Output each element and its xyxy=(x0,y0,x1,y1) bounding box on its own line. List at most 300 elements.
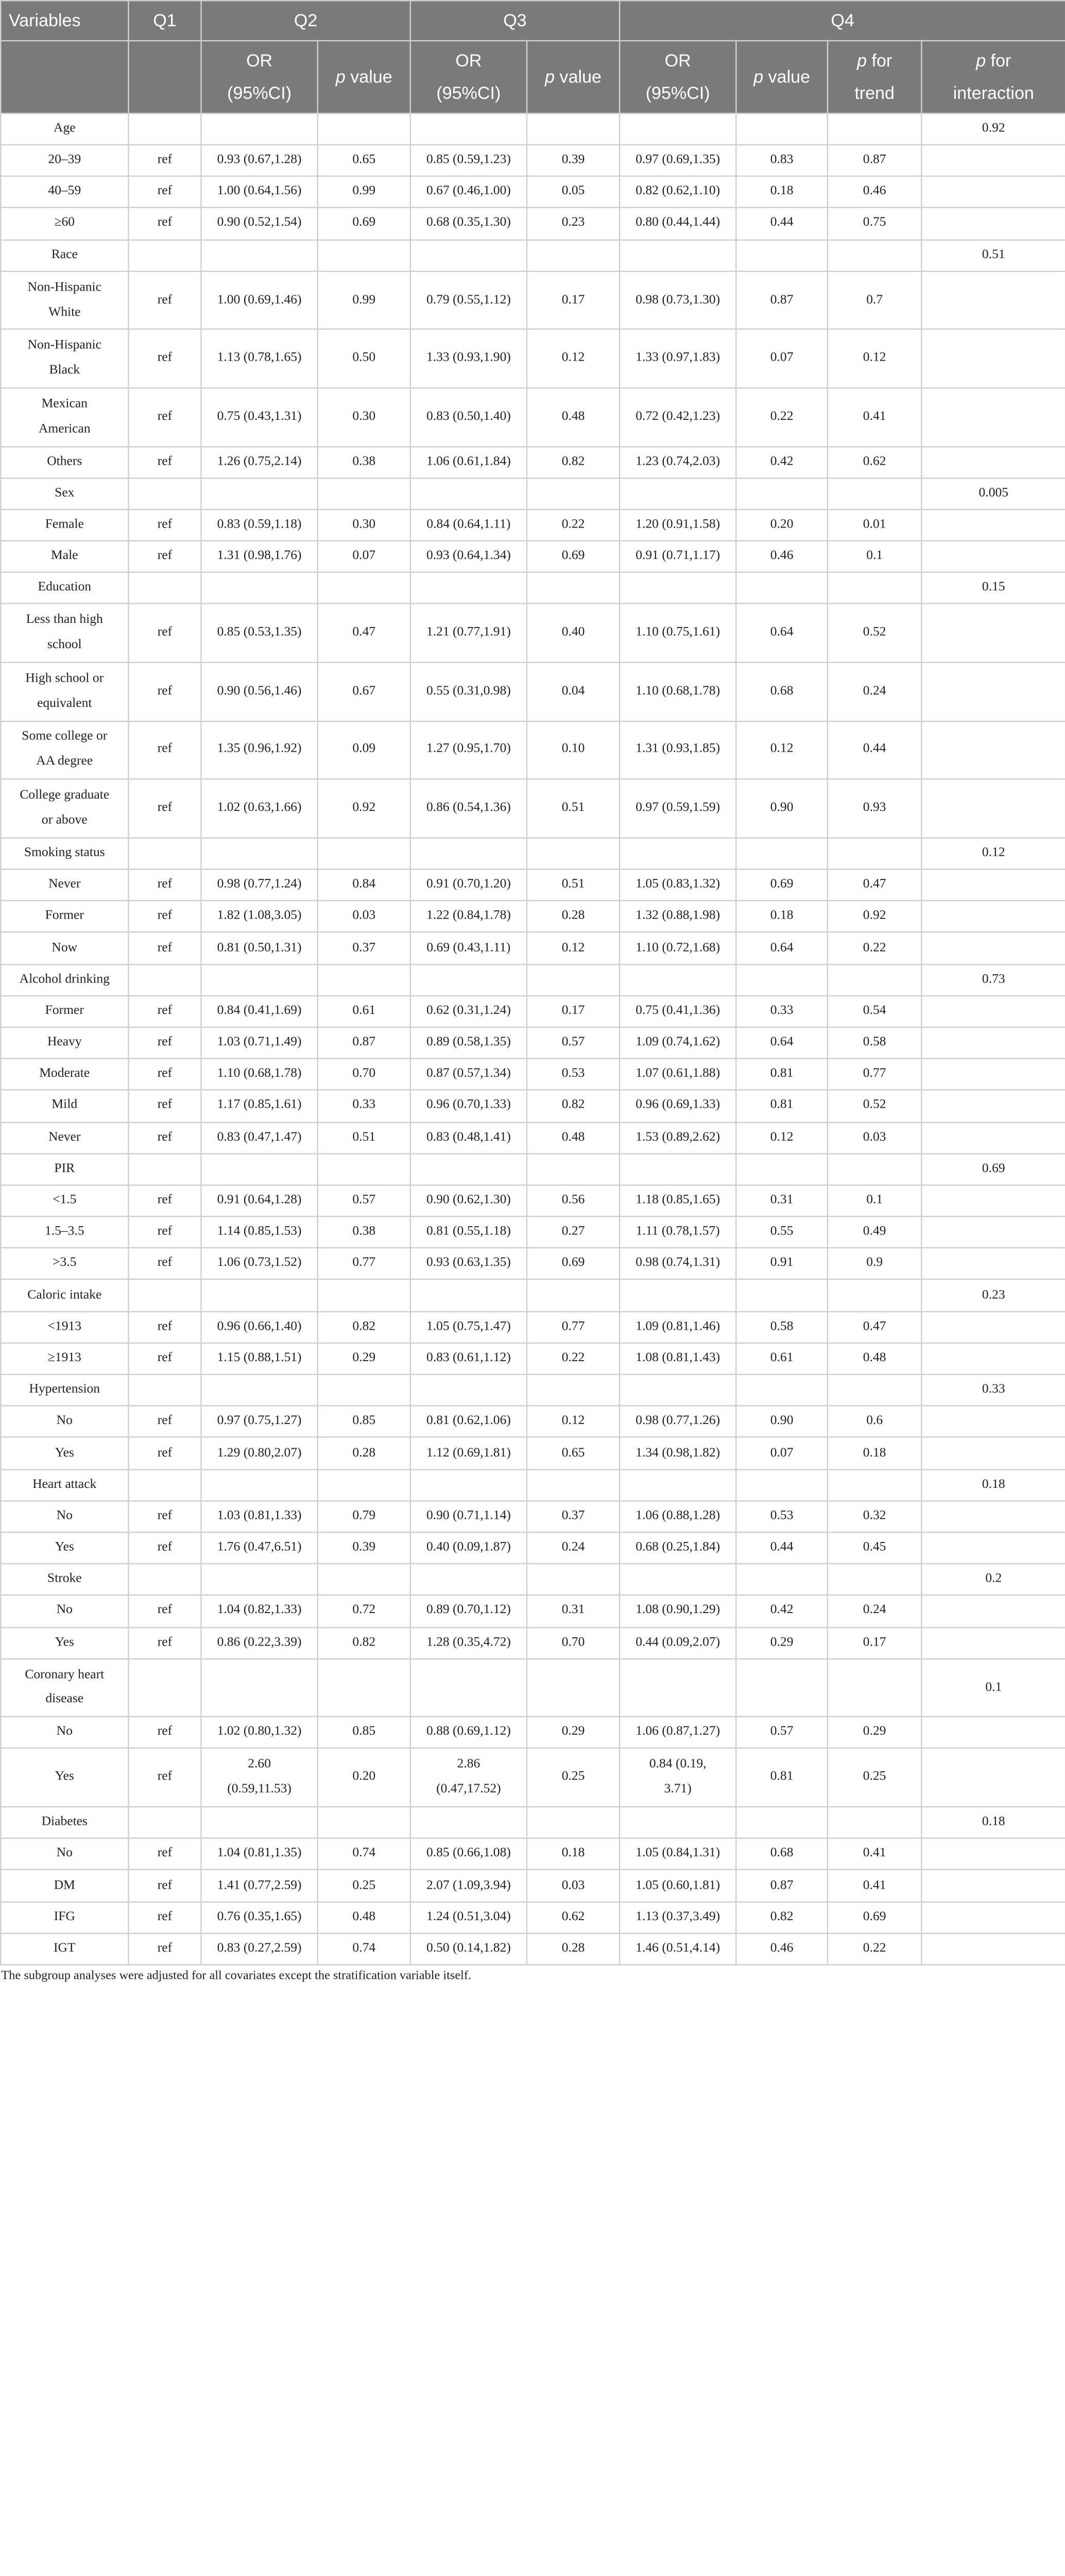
p-for-trend-cell: 0.62 xyxy=(828,446,921,478)
q2-p-value-cell xyxy=(318,1658,410,1717)
p-for-interaction-cell xyxy=(921,1838,1065,1870)
variable-label: DM xyxy=(1,1870,128,1902)
q4-or-cell: 1.05 (0.60,1.81) xyxy=(620,1870,736,1902)
q2-p-value-cell: 0.82 xyxy=(318,1311,410,1343)
q2-p-value-cell: 0.07 xyxy=(318,541,410,572)
variable-label: <1913 xyxy=(1,1311,128,1343)
q4-or-cell: 1.05 (0.84,1.31) xyxy=(620,1838,736,1870)
q1-cell: ref xyxy=(128,995,201,1027)
table-group-row xyxy=(1,572,1065,604)
q4-p-value-cell: 0.42 xyxy=(736,1596,828,1627)
q2-p-value-cell: 0.50 xyxy=(318,329,410,387)
table-row xyxy=(1,604,1065,663)
p-for-interaction-cell xyxy=(921,1090,1065,1122)
q4-p-value-cell xyxy=(736,1375,828,1406)
q4-or-cell xyxy=(620,113,736,145)
q2-p-value-cell: 0.51 xyxy=(318,1122,410,1153)
q2-or-cell: 0.90 (0.52,1.54) xyxy=(201,208,317,239)
q2-or-cell: 1.76 (0.47,6.51) xyxy=(201,1532,317,1564)
q4-or-cell: 0.91 (0.71,1.17) xyxy=(620,541,736,572)
p-for-interaction-cell xyxy=(921,176,1065,208)
q3-p-value-cell xyxy=(527,1807,620,1838)
q1-cell xyxy=(128,1658,201,1717)
variable-label: >3.5 xyxy=(1,1248,128,1280)
variable-label: IGT xyxy=(1,1933,128,1964)
variable-label: Former xyxy=(1,901,128,932)
q1-cell: ref xyxy=(128,1059,201,1090)
q3-p-value-cell: 0.25 xyxy=(527,1749,620,1807)
q4-p-value-cell: 0.18 xyxy=(736,176,828,208)
q2-p-value-cell: 0.99 xyxy=(318,271,410,329)
q2-or-cell: 0.96 (0.66,1.40) xyxy=(201,1311,317,1343)
q2-p-value-cell: 0.84 xyxy=(318,869,410,901)
q3-p-value-cell: 0.03 xyxy=(527,1870,620,1902)
p-for-interaction-cell: 0.12 xyxy=(921,838,1065,869)
q1-cell: ref xyxy=(128,1185,201,1216)
variable-label: Hypertension xyxy=(1,1375,128,1406)
q1-cell: ref xyxy=(128,604,201,663)
q1-cell: ref xyxy=(128,1501,201,1532)
q2-or-cell: 0.83 (0.59,1.18) xyxy=(201,510,317,541)
p-for-trend-cell xyxy=(828,1375,921,1406)
header-row-top xyxy=(1,1,1065,40)
q3-p-value-cell: 0.12 xyxy=(527,329,620,387)
p-for-interaction-cell: 0.005 xyxy=(921,478,1065,509)
p-for-trend-cell: 0.75 xyxy=(828,208,921,239)
table-row xyxy=(1,1532,1065,1564)
q4-p-value-cell: 0.20 xyxy=(736,510,828,541)
q1-cell: ref xyxy=(128,1902,201,1933)
q3-or-cell: 0.68 (0.35,1.30) xyxy=(410,208,527,239)
empty-header-cell xyxy=(128,40,201,113)
q3-p-value-cell xyxy=(527,1375,620,1406)
q3-p-value-cell xyxy=(527,1469,620,1501)
variable-label: No xyxy=(1,1717,128,1749)
q3-p-value-cell xyxy=(527,1154,620,1185)
q3-or-cell: 0.88 (0.69,1.12) xyxy=(410,1717,527,1749)
variable-label: Race xyxy=(1,240,128,271)
p-for-interaction-cell xyxy=(921,869,1065,901)
p-for-trend-cell: 0.77 xyxy=(828,1059,921,1090)
q2-p-value-cell: 0.92 xyxy=(318,779,410,838)
table-group-row xyxy=(1,113,1065,145)
p-for-interaction-cell: 0.51 xyxy=(921,240,1065,271)
q2-or-cell: 1.02 (0.80,1.32) xyxy=(201,1717,317,1749)
variable-label: Education xyxy=(1,572,128,604)
q3-or-cell: 0.83 (0.50,1.40) xyxy=(410,388,527,446)
q3-or-cell: 0.67 (0.46,1.00) xyxy=(410,176,527,208)
table-row xyxy=(1,1501,1065,1532)
q3-or-cell: 2.86 (0.47,17.52) xyxy=(410,1749,527,1807)
q2-or-cell xyxy=(201,113,317,145)
p-for-interaction-cell: 0.92 xyxy=(921,113,1065,145)
table-row xyxy=(1,1717,1065,1749)
p-for-interaction-cell: 0.73 xyxy=(921,964,1065,995)
q1-cell: ref xyxy=(128,779,201,838)
q1-cell: ref xyxy=(128,1838,201,1870)
p-for-interaction-cell xyxy=(921,1343,1065,1374)
q2-p-value-cell: 0.20 xyxy=(318,1749,410,1807)
table-row xyxy=(1,901,1065,932)
q4-or-cell: 1.10 (0.68,1.78) xyxy=(620,663,736,721)
table-row xyxy=(1,933,1065,964)
p-for-trend-cell: 0.44 xyxy=(828,721,921,779)
q4-or-cell: 0.97 (0.59,1.59) xyxy=(620,779,736,838)
q3-p-value-cell xyxy=(527,838,620,869)
q3-p-value-cell: 0.51 xyxy=(527,779,620,838)
q1-cell: ref xyxy=(128,446,201,478)
table-row xyxy=(1,1027,1065,1059)
q4-p-value-cell: 0.46 xyxy=(736,1933,828,1964)
q4-or-cell: 1.34 (0.98,1.82) xyxy=(620,1437,736,1469)
variable-label: Non-Hispanic Black xyxy=(1,329,128,387)
q4-or-cell: 1.08 (0.90,1.29) xyxy=(620,1596,736,1627)
q2-p-value-cell xyxy=(318,1280,410,1311)
table-row xyxy=(1,1343,1065,1374)
variable-label: No xyxy=(1,1596,128,1627)
q2-or-cell: 2.60 (0.59,11.53) xyxy=(201,1749,317,1807)
q3-or-cell: 0.40 (0.09,1.87) xyxy=(410,1532,527,1564)
q3-p-value-cell xyxy=(527,478,620,509)
p-for-trend-cell xyxy=(828,572,921,604)
p-for-interaction-cell xyxy=(921,145,1065,176)
q2-p-value-cell: 0.87 xyxy=(318,1027,410,1059)
q4-or-cell: 1.05 (0.83,1.32) xyxy=(620,869,736,901)
q3-or-cell: 0.83 (0.61,1.12) xyxy=(410,1343,527,1374)
q4-p-value-cell xyxy=(736,838,828,869)
q2-p-value-cell: 0.57 xyxy=(318,1185,410,1216)
q4-or-cell: 1.08 (0.81,1.43) xyxy=(620,1343,736,1374)
q3-or-cell: 0.81 (0.55,1.18) xyxy=(410,1216,527,1248)
q1-cell: ref xyxy=(128,1343,201,1374)
q3-p-value-cell: 0.05 xyxy=(527,176,620,208)
q3-p-value-cell: 0.37 xyxy=(527,1501,620,1532)
p-for-interaction-header: p for interaction xyxy=(921,40,1065,113)
q3-or-cell: 0.93 (0.63,1.35) xyxy=(410,1248,527,1280)
variable-label: No xyxy=(1,1838,128,1870)
q3-or-cell xyxy=(410,1375,527,1406)
p-for-trend-cell xyxy=(828,1154,921,1185)
variable-label: Yes xyxy=(1,1532,128,1564)
table-row xyxy=(1,541,1065,572)
q1-cell: ref xyxy=(128,176,201,208)
q2-p-value-cell xyxy=(318,572,410,604)
q1-cell xyxy=(128,572,201,604)
p-for-trend-cell xyxy=(828,1280,921,1311)
q1-cell: ref xyxy=(128,510,201,541)
q4-or-cell: 0.80 (0.44,1.44) xyxy=(620,208,736,239)
q4-p-value-cell: 0.68 xyxy=(736,663,828,721)
q4-p-value-cell: 0.53 xyxy=(736,1501,828,1532)
q4-p-value-cell: 0.81 xyxy=(736,1749,828,1807)
q2-or-cell: 1.29 (0.80,2.07) xyxy=(201,1437,317,1469)
q4-or-header: OR (95%CI) xyxy=(620,40,736,113)
q4-p-value-cell: 0.55 xyxy=(736,1216,828,1248)
q2-or-cell xyxy=(201,964,317,995)
q2-p-value-cell: 0.28 xyxy=(318,1437,410,1469)
q3-p-value-cell: 0.24 xyxy=(527,1532,620,1564)
q3-or-cell: 0.87 (0.57,1.34) xyxy=(410,1059,527,1090)
variable-label: Less than high school xyxy=(1,604,128,663)
variable-label: Others xyxy=(1,446,128,478)
variable-label: Caloric intake xyxy=(1,1280,128,1311)
q1-header: Q1 xyxy=(128,1,201,40)
q2-or-cell: 1.03 (0.81,1.33) xyxy=(201,1501,317,1532)
q1-cell: ref xyxy=(128,1122,201,1153)
table-row xyxy=(1,1122,1065,1153)
q4-or-cell xyxy=(620,1564,736,1595)
q2-or-cell xyxy=(201,1807,317,1838)
q1-cell xyxy=(128,1154,201,1185)
q3-or-cell: 1.28 (0.35,4.72) xyxy=(410,1627,527,1658)
q4-or-cell: 0.98 (0.77,1.26) xyxy=(620,1406,736,1437)
q2-or-cell: 1.06 (0.73,1.52) xyxy=(201,1248,317,1280)
q4-or-cell xyxy=(620,1469,736,1501)
q2-or-cell: 1.82 (1.08,3.05) xyxy=(201,901,317,932)
q1-cell: ref xyxy=(128,1248,201,1280)
q2-or-cell: 0.93 (0.67,1.28) xyxy=(201,145,317,176)
q4-p-value-cell: 0.31 xyxy=(736,1185,828,1216)
p-for-interaction-cell: 0.2 xyxy=(921,1564,1065,1595)
q2-or-cell: 0.91 (0.64,1.28) xyxy=(201,1185,317,1216)
q4-or-cell: 1.13 (0.37,3.49) xyxy=(620,1902,736,1933)
q2-p-value-cell: 0.25 xyxy=(318,1870,410,1902)
q3-or-cell: 1.21 (0.77,1.91) xyxy=(410,604,527,663)
variable-label: Age xyxy=(1,113,128,145)
q1-cell: ref xyxy=(128,1027,201,1059)
q2-or-cell: 0.75 (0.43,1.31) xyxy=(201,388,317,446)
table-group-row xyxy=(1,1280,1065,1311)
q1-cell xyxy=(128,964,201,995)
p-for-trend-cell: 0.9 xyxy=(828,1248,921,1280)
table-row xyxy=(1,1627,1065,1658)
table-row xyxy=(1,1933,1065,1964)
q1-cell xyxy=(128,113,201,145)
p-for-trend-cell xyxy=(828,478,921,509)
table-row xyxy=(1,995,1065,1027)
q4-p-value-cell: 0.90 xyxy=(736,1406,828,1437)
q4-or-cell xyxy=(620,964,736,995)
p-for-trend-cell: 0.87 xyxy=(828,145,921,176)
p-for-interaction-cell: 0.18 xyxy=(921,1469,1065,1501)
p-for-interaction-cell xyxy=(921,1216,1065,1248)
q2-or-cell: 0.90 (0.56,1.46) xyxy=(201,663,317,721)
q4-p-value-cell xyxy=(736,1280,828,1311)
q1-cell: ref xyxy=(128,1627,201,1658)
q2-p-value-cell: 0.48 xyxy=(318,1902,410,1933)
p-for-interaction-cell xyxy=(921,1902,1065,1933)
table-row xyxy=(1,510,1065,541)
table-row xyxy=(1,1248,1065,1280)
q3-p-value-cell: 0.31 xyxy=(527,1596,620,1627)
p-for-interaction-cell xyxy=(921,271,1065,329)
table-row xyxy=(1,1090,1065,1122)
p-for-interaction-cell xyxy=(921,1406,1065,1437)
q2-or-cell xyxy=(201,1280,317,1311)
p-for-trend-cell: 0.48 xyxy=(828,1343,921,1374)
q3-p-value-cell: 0.28 xyxy=(527,1933,620,1964)
q4-or-cell: 1.31 (0.93,1.85) xyxy=(620,721,736,779)
q1-cell: ref xyxy=(128,1933,201,1964)
table-row xyxy=(1,446,1065,478)
q3-p-value-cell: 0.17 xyxy=(527,995,620,1027)
q3-p-value-cell: 0.57 xyxy=(527,1027,620,1059)
p-for-trend-cell: 0.41 xyxy=(828,1838,921,1870)
q2-p-value-cell xyxy=(318,478,410,509)
variable-label: Diabetes xyxy=(1,1807,128,1838)
variable-label: <1.5 xyxy=(1,1185,128,1216)
q2-p-value-cell: 0.38 xyxy=(318,1216,410,1248)
p-for-interaction-cell xyxy=(921,446,1065,478)
p-for-interaction-cell: 0.69 xyxy=(921,1154,1065,1185)
q4-p-value-cell: 0.68 xyxy=(736,1838,828,1870)
q4-p-value-cell: 0.91 xyxy=(736,1248,828,1280)
table-body xyxy=(1,113,1065,1965)
q1-cell: ref xyxy=(128,208,201,239)
p-for-interaction-cell: 0.18 xyxy=(921,1807,1065,1838)
q4-or-cell: 0.84 (0.19, 3.71) xyxy=(620,1749,736,1807)
q3-or-cell: 0.89 (0.58,1.35) xyxy=(410,1027,527,1059)
table-group-row xyxy=(1,1154,1065,1185)
p-for-trend-cell xyxy=(828,838,921,869)
q3-p-value-cell xyxy=(527,1658,620,1717)
q4-or-cell xyxy=(620,1658,736,1717)
q3-p-value-cell xyxy=(527,572,620,604)
q2-p-value-cell: 0.30 xyxy=(318,510,410,541)
q3-or-cell: 1.05 (0.75,1.47) xyxy=(410,1311,527,1343)
p-for-trend-header: p for trend xyxy=(828,40,921,113)
q4-p-value-cell xyxy=(736,478,828,509)
q3-p-value-cell: 0.51 xyxy=(527,869,620,901)
q3-or-cell xyxy=(410,1658,527,1717)
q3-or-cell: 0.81 (0.62,1.06) xyxy=(410,1406,527,1437)
p-for-trend-cell: 0.17 xyxy=(828,1627,921,1658)
q3-or-cell xyxy=(410,1154,527,1185)
p-for-trend-cell: 0.58 xyxy=(828,1027,921,1059)
p-for-trend-cell: 0.29 xyxy=(828,1717,921,1749)
q3-or-cell: 1.22 (0.84,1.78) xyxy=(410,901,527,932)
variable-label: Alcohol drinking xyxy=(1,964,128,995)
q2-or-cell: 1.10 (0.68,1.78) xyxy=(201,1059,317,1090)
q3-p-value-cell: 0.70 xyxy=(527,1627,620,1658)
q2-or-cell: 1.02 (0.63,1.66) xyxy=(201,779,317,838)
q1-cell: ref xyxy=(128,329,201,387)
p-for-interaction-cell xyxy=(921,1059,1065,1090)
q3-or-cell: 0.50 (0.14,1.82) xyxy=(410,1933,527,1964)
q1-cell: ref xyxy=(128,901,201,932)
q2-p-value-cell: 0.99 xyxy=(318,176,410,208)
q4-p-value-cell: 0.81 xyxy=(736,1090,828,1122)
q3-or-cell: 0.62 (0.31,1.24) xyxy=(410,995,527,1027)
table-group-row xyxy=(1,838,1065,869)
q4-or-cell: 1.18 (0.85,1.65) xyxy=(620,1185,736,1216)
p-for-trend-cell: 0.41 xyxy=(828,1870,921,1902)
q1-cell: ref xyxy=(128,145,201,176)
p-for-trend-cell: 0.49 xyxy=(828,1216,921,1248)
q3-p-value-cell: 0.10 xyxy=(527,721,620,779)
q2-or-cell: 0.83 (0.47,1.47) xyxy=(201,1122,317,1153)
variable-label: Now xyxy=(1,933,128,964)
q2-p-value-cell: 0.38 xyxy=(318,446,410,478)
variable-label: ≥60 xyxy=(1,208,128,239)
q2-or-cell: 1.00 (0.69,1.46) xyxy=(201,271,317,329)
p-for-interaction-cell xyxy=(921,901,1065,932)
q4-p-value-cell: 0.44 xyxy=(736,1532,828,1564)
q3-p-value-cell xyxy=(527,113,620,145)
q1-cell xyxy=(128,1469,201,1501)
q2-p-value-cell: 0.69 xyxy=(318,208,410,239)
variable-label: Smoking status xyxy=(1,838,128,869)
table-group-row xyxy=(1,1375,1065,1406)
variable-label: Non-Hispanic White xyxy=(1,271,128,329)
p-for-interaction-cell xyxy=(921,1437,1065,1469)
q4-or-cell: 1.09 (0.81,1.46) xyxy=(620,1311,736,1343)
q4-p-value-cell: 0.87 xyxy=(736,1870,828,1902)
q2-or-cell xyxy=(201,1564,317,1595)
q3-or-cell: 0.85 (0.59,1.23) xyxy=(410,145,527,176)
p-for-interaction-cell xyxy=(921,604,1065,663)
table-group-row xyxy=(1,240,1065,271)
q4-or-cell xyxy=(620,240,736,271)
q3-p-value-cell: 0.22 xyxy=(527,1343,620,1374)
p-for-trend-cell: 0.7 xyxy=(828,271,921,329)
q3-or-header: OR (95%CI) xyxy=(410,40,527,113)
q4-or-cell: 1.07 (0.61,1.88) xyxy=(620,1059,736,1090)
q2-p-value-cell xyxy=(318,113,410,145)
table-row xyxy=(1,208,1065,239)
q1-cell: ref xyxy=(128,663,201,721)
p-for-trend-cell: 0.52 xyxy=(828,604,921,663)
q4-p-value-cell: 0.87 xyxy=(736,271,828,329)
p-for-trend-cell: 0.12 xyxy=(828,329,921,387)
p-for-interaction-cell xyxy=(921,1749,1065,1807)
q3-or-cell xyxy=(410,1807,527,1838)
table-row xyxy=(1,1902,1065,1933)
table-row xyxy=(1,388,1065,446)
variable-label: Mild xyxy=(1,1090,128,1122)
table-row xyxy=(1,1749,1065,1807)
q3-or-cell: 0.90 (0.71,1.14) xyxy=(410,1501,527,1532)
q2-p-value-cell: 0.30 xyxy=(318,388,410,446)
q2-or-cell: 1.04 (0.81,1.35) xyxy=(201,1838,317,1870)
q4-p-value-cell: 0.07 xyxy=(736,329,828,387)
variable-label: Yes xyxy=(1,1437,128,1469)
q2-or-cell: 1.03 (0.71,1.49) xyxy=(201,1027,317,1059)
p-for-trend-cell: 0.24 xyxy=(828,663,921,721)
variable-label: Never xyxy=(1,869,128,901)
p-for-interaction-cell: 0.15 xyxy=(921,572,1065,604)
q3-p-value-cell: 0.62 xyxy=(527,1902,620,1933)
q1-cell: ref xyxy=(128,1216,201,1248)
q2-or-cell: 1.26 (0.75,2.14) xyxy=(201,446,317,478)
q1-cell xyxy=(128,838,201,869)
q1-cell: ref xyxy=(128,1870,201,1902)
q3-or-cell: 1.27 (0.95,1.70) xyxy=(410,721,527,779)
q3-p-value-cell: 0.12 xyxy=(527,933,620,964)
p-for-trend-cell: 0.47 xyxy=(828,1311,921,1343)
q2-or-cell: 0.97 (0.75,1.27) xyxy=(201,1406,317,1437)
q3-or-cell xyxy=(410,478,527,509)
p-for-interaction-cell xyxy=(921,1596,1065,1627)
q3-p-value-cell: 0.39 xyxy=(527,145,620,176)
q4-p-value-cell: 0.58 xyxy=(736,1311,828,1343)
variable-label: No xyxy=(1,1406,128,1437)
variable-label: 20–39 xyxy=(1,145,128,176)
q4-or-cell: 1.32 (0.88,1.98) xyxy=(620,901,736,932)
variable-label: Mexican American xyxy=(1,388,128,446)
q3-or-cell: 0.86 (0.54,1.36) xyxy=(410,779,527,838)
q4-or-cell: 1.06 (0.88,1.28) xyxy=(620,1501,736,1532)
